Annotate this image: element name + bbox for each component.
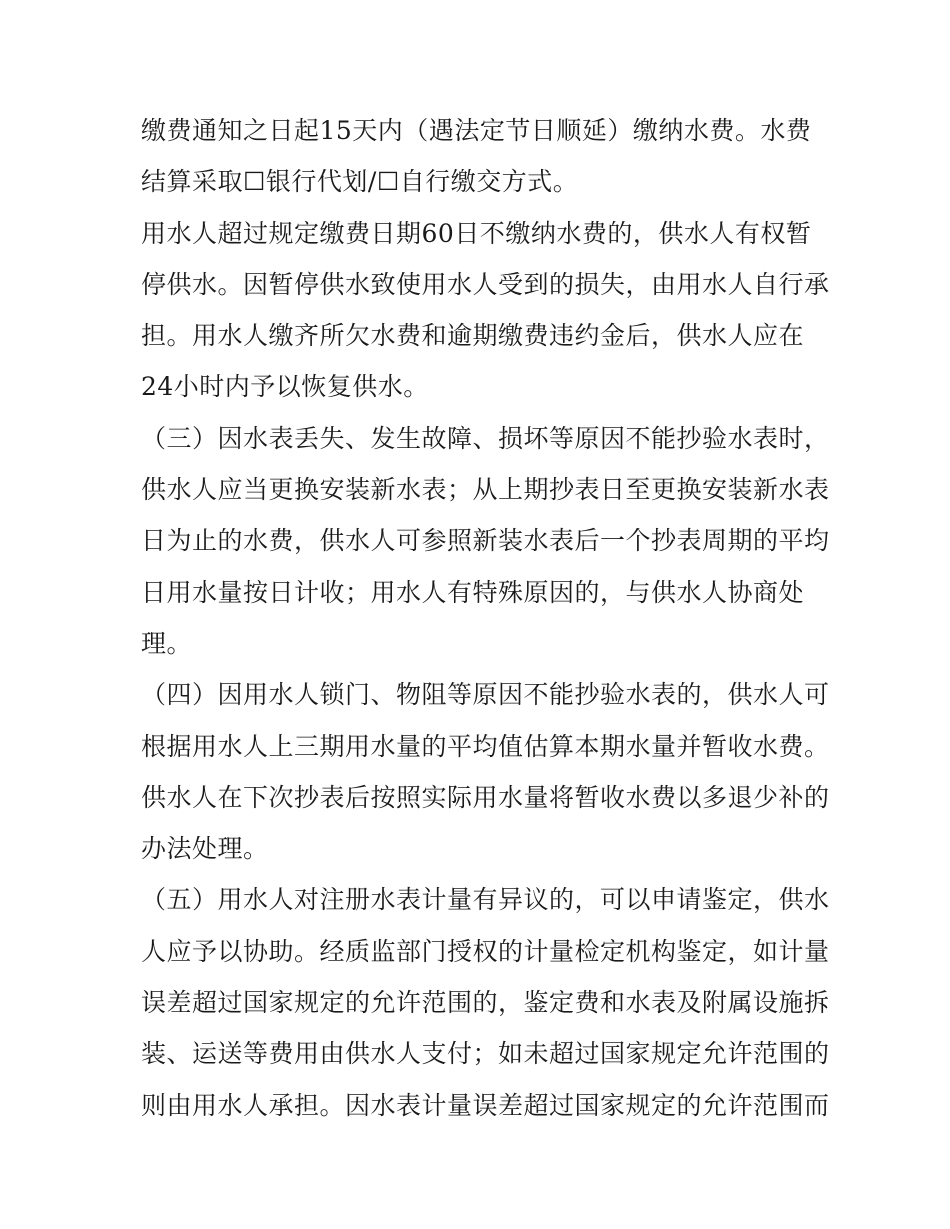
text-line: （三）因水表丢失、发生故障、损坏等原因不能抄验水表时， xyxy=(141,423,830,453)
text-line: 供水人应当更换安装新水表；从上期抄表日至更换安装新水表 xyxy=(141,475,830,505)
text-line: 误差超过国家规定的允许范围的，鉴定费和水表及附属设施拆 xyxy=(141,988,830,1018)
text-line: 理。 xyxy=(141,628,193,658)
text-line: 办法处理。 xyxy=(141,834,269,864)
text-line: 担。用水人缴齐所欠水费和逾期缴费违约金后，供水人应在 xyxy=(141,321,805,351)
text-line: （五）用水人对注册水表计量有异议的，可以申请鉴定，供水 xyxy=(141,885,830,915)
text-line: 根据用水人上三期用水量的平均值估算本期水量并暂收水费。 xyxy=(141,731,830,761)
text-line: 日用水量按日计收；用水人有特殊原因的，与供水人协商处 xyxy=(141,577,805,607)
text-line: 日为止的水费，供水人可参照新装水表后一个抄表周期的平均 xyxy=(141,526,830,556)
text-line: 用水人超过规定缴费日期60日不缴纳水费的，供水人有权暂 xyxy=(141,218,812,248)
text-line: 停供水。因暂停供水致使用水人受到的损失，由用水人自行承 xyxy=(141,269,830,299)
document-body xyxy=(141,105,830,1131)
text-line: （四）因用水人锁门、物阻等原因不能抄验水表的，供水人可 xyxy=(141,680,830,710)
text-line: 人应予以协助。经质监部门授权的计量检定机构鉴定，如计量 xyxy=(141,936,830,966)
text-line: 24小时内予以恢复供水。 xyxy=(141,372,429,402)
text-line: 供水人在下次抄表后按照实际用水量将暂收水费以多退少补的 xyxy=(141,782,830,812)
text-line: 则由用水人承担。因水表计量误差超过国家规定的允许范围而 xyxy=(141,1090,830,1120)
text-line: 缴费通知之日起15天内（遇法定节日顺延）缴纳水费。水费 xyxy=(141,116,812,145)
text-line: 装、运送等费用由供水人支付；如未超过国家规定允许范围的 xyxy=(141,1039,830,1069)
text-line: 结算采取☐银行代划/☐自行缴交方式。 xyxy=(141,167,579,197)
